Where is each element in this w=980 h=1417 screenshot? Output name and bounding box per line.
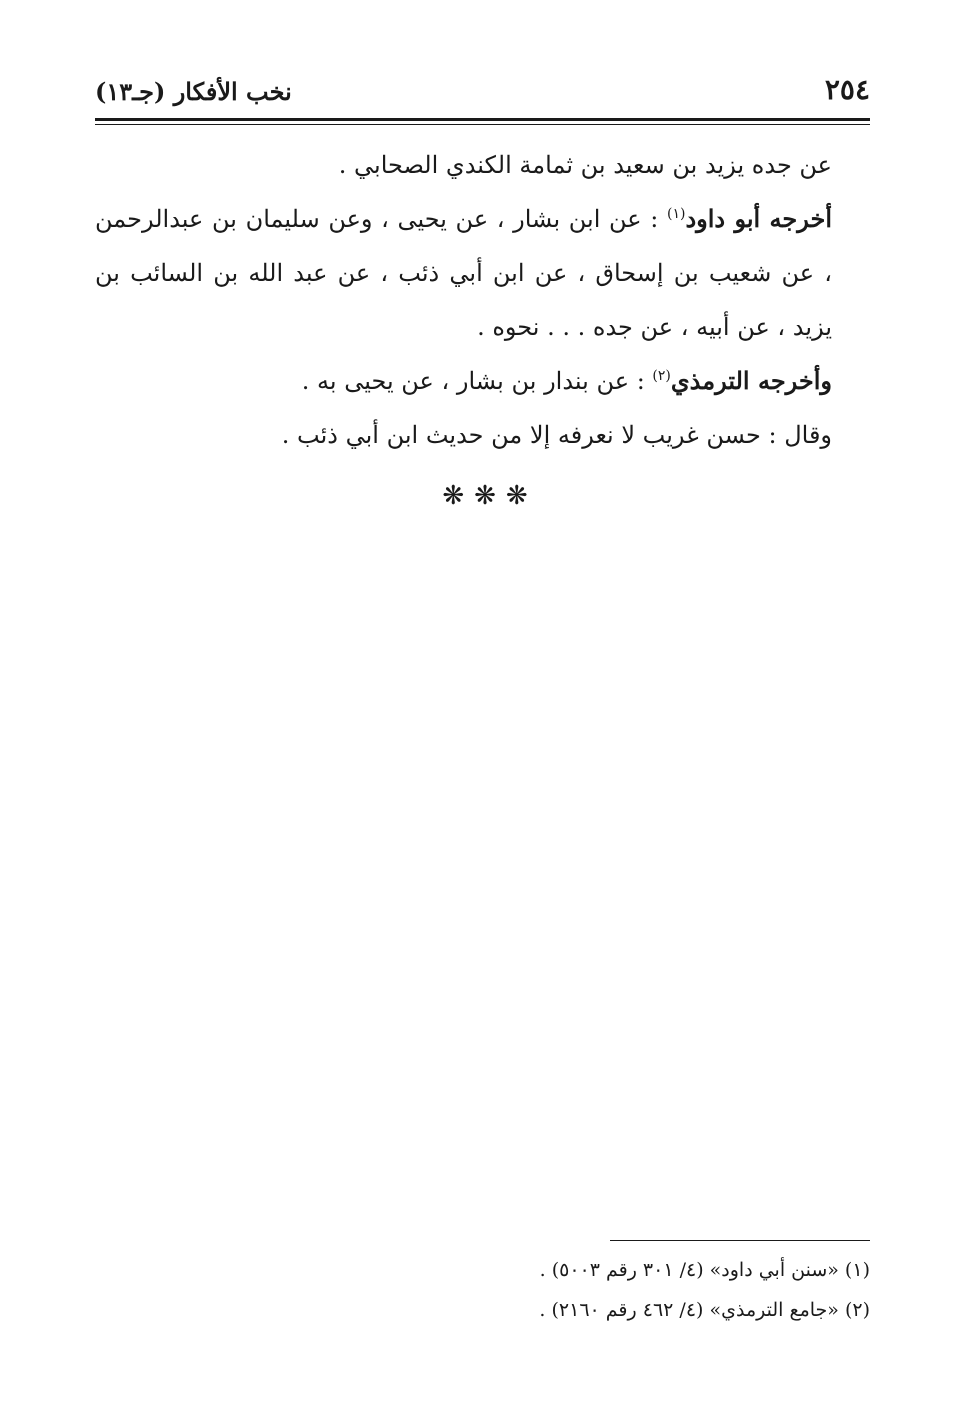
footnotes bbox=[95, 1250, 870, 1330]
paragraph-3-text: : عن بندار بن بشار ، عن يحيى به . bbox=[301, 367, 653, 395]
paragraph-3 bbox=[95, 354, 870, 408]
footnote-1: (١) «سنن أبي داود» (٤/ ٣٠١ رقم ٥٠٠٣) . bbox=[539, 1259, 870, 1281]
header-rule bbox=[95, 118, 870, 121]
header-rule-thin bbox=[95, 124, 870, 125]
paragraph-2-lead: أخرجه أبو داود bbox=[685, 204, 832, 233]
page-number: ٢٥٤ bbox=[824, 73, 870, 106]
footnote-2: (٢) «جامع الترمذي» (٤/ ٤٦٢ رقم ٢١٦٠) . bbox=[539, 1299, 870, 1321]
paragraph-1: عن جده يزيد بن سعيد بن ثمامة الكندي الصحابي . bbox=[338, 151, 832, 179]
paragraph-2-text: : عن ابن بشار ، عن يحيى ، وعن سليمان بن عبدالرحمن ، عن شعيب بن إسحاق ، عن ابن أبي ذئب ، عن عبد الله بن السائب بن يزيد ، عن أبيه ، عن جده . . . نحوه . bbox=[95, 205, 832, 341]
paragraph-2 bbox=[95, 192, 870, 354]
section-separator: ❋❋❋ bbox=[442, 481, 538, 511]
footnote-ref-2[interactable]: (٢) bbox=[652, 368, 671, 384]
main-text bbox=[95, 138, 870, 462]
paragraph-4: وقال : حسن غريب لا نعرفه إلا من حديث ابن أبي ذئب . bbox=[281, 421, 832, 449]
page-header bbox=[95, 70, 870, 115]
footnote-rule bbox=[610, 1240, 870, 1241]
paragraph-3-lead: وأخرجه الترمذي bbox=[670, 366, 832, 395]
footnote-ref-1[interactable]: (١) bbox=[666, 206, 686, 222]
book-title: نخب الأفكار (جـ١٣) bbox=[95, 77, 292, 106]
